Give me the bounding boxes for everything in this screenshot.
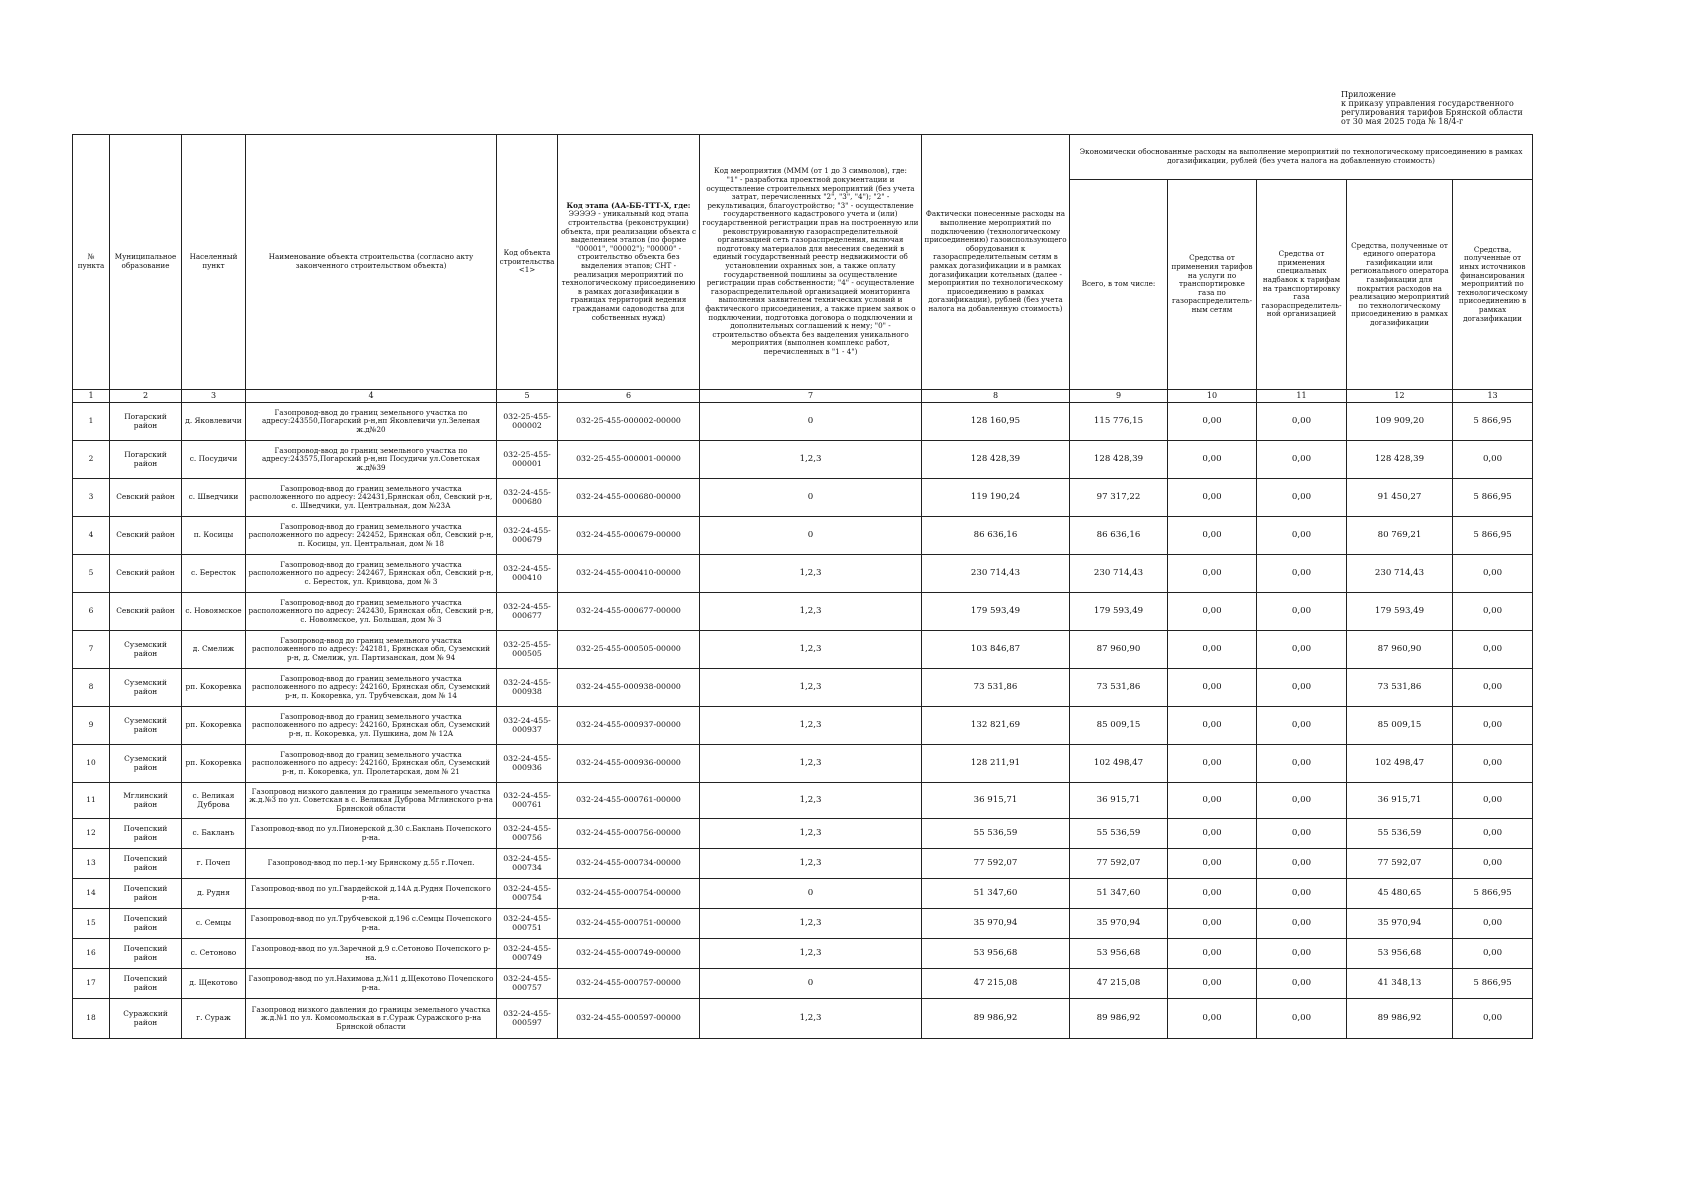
header-operator-funds: Средства, полученные от единого оператора газификации или регионального оператора газификации для покрытия расходов на реализацию мероприятий по технологическому присоединению в рамках догазификации	[1347, 180, 1453, 390]
cell-settlement: рп. Кокоревка	[182, 669, 246, 707]
cell-municipality: Суземский район	[110, 745, 182, 783]
cell-other-funds: 0,00	[1453, 631, 1533, 669]
cell-object-code: 032-24-455-000938	[497, 669, 558, 707]
cell-settlement: с. Новоямское	[182, 593, 246, 631]
cell-stage-code: 032-24-455-000756-00000	[558, 819, 700, 849]
cell-operator-funds: 53 956,68	[1347, 939, 1453, 969]
cell-total-costs: 97 317,22	[1070, 479, 1168, 517]
cell-object-name: Газопровод-ввод по ул.Пионерской д.30 с.Баклань Почепского р-на.	[246, 819, 497, 849]
col-number: 8	[922, 390, 1070, 403]
cell-measure-code: 1,2,3	[700, 819, 922, 849]
cell-tariff-funds: 0,00	[1168, 969, 1257, 999]
header-special-funds: Средства от применения специальных надбавок к тарифам на транспортировку газа газораспределитель-ной организацией	[1257, 180, 1347, 390]
cell-stage-code: 032-24-455-000680-00000	[558, 479, 700, 517]
header-other-funds: Средства, полученные от иных источников финансирования мероприятий по технологическому присоединению в рамках догазификации	[1453, 180, 1533, 390]
cell-municipality: Севский район	[110, 555, 182, 593]
cell-tariff-funds: 0,00	[1168, 849, 1257, 879]
cell-object-name: Газопровод-ввод по ул.Гвардейской д.14А д.Рудня Почепского р-на.	[246, 879, 497, 909]
col-number: 3	[182, 390, 246, 403]
cell-other-funds: 5 866,95	[1453, 479, 1533, 517]
cell-municipality: Почепский район	[110, 879, 182, 909]
cell-total-costs: 128 428,39	[1070, 441, 1168, 479]
cell-measure-code: 0	[700, 403, 922, 441]
cell-row-number: 12	[73, 819, 110, 849]
cell-settlement: п. Косицы	[182, 517, 246, 555]
cell-measure-code: 1,2,3	[700, 939, 922, 969]
cell-tariff-funds: 0,00	[1168, 745, 1257, 783]
col-number: 12	[1347, 390, 1453, 403]
cell-tariff-funds: 0,00	[1168, 555, 1257, 593]
cell-row-number: 7	[73, 631, 110, 669]
cell-measure-code: 1,2,3	[700, 745, 922, 783]
cell-row-number: 14	[73, 879, 110, 909]
cell-special-funds: 0,00	[1257, 631, 1347, 669]
cell-total-costs: 230 714,43	[1070, 555, 1168, 593]
cell-operator-funds: 128 428,39	[1347, 441, 1453, 479]
cell-operator-funds: 77 592,07	[1347, 849, 1453, 879]
cell-tariff-funds: 0,00	[1168, 819, 1257, 849]
cell-total-costs: 89 986,92	[1070, 999, 1168, 1039]
cell-special-funds: 0,00	[1257, 707, 1347, 745]
cell-stage-code: 032-24-455-000749-00000	[558, 939, 700, 969]
cell-row-number: 16	[73, 939, 110, 969]
cell-other-funds: 0,00	[1453, 669, 1533, 707]
cell-measure-code: 0	[700, 517, 922, 555]
cell-tariff-funds: 0,00	[1168, 707, 1257, 745]
cell-object-name: Газопровод-ввод по ул.Трубчевской д.196 с.Семцы Почепского р-на.	[246, 909, 497, 939]
cell-object-name: Газопровод-ввод до границ земельного участка расположенного по адресу: 242431,Брянская обл, Севский р-н, с. Шведчики, ул. Центральная, дом №23А	[246, 479, 497, 517]
cell-tariff-funds: 0,00	[1168, 479, 1257, 517]
cell-other-funds: 5 866,95	[1453, 879, 1533, 909]
cell-settlement: с. Посудичи	[182, 441, 246, 479]
cell-settlement: с. Бакланъ	[182, 819, 246, 849]
cell-stage-code: 032-24-455-000938-00000	[558, 669, 700, 707]
cell-operator-funds: 55 536,59	[1347, 819, 1453, 849]
cell-row-number: 18	[73, 999, 110, 1039]
cell-other-funds: 0,00	[1453, 441, 1533, 479]
cell-municipality: Суражский район	[110, 999, 182, 1039]
cell-special-funds: 0,00	[1257, 783, 1347, 819]
cell-total-costs: 86 636,16	[1070, 517, 1168, 555]
cell-object-code: 032-24-455-000597	[497, 999, 558, 1039]
cell-stage-code: 032-24-455-000751-00000	[558, 909, 700, 939]
header-object-code: Код объекта строительства <1>	[497, 135, 558, 390]
cell-settlement: с. Семцы	[182, 909, 246, 939]
cell-stage-code: 032-25-455-000505-00000	[558, 631, 700, 669]
cell-total-costs: 87 960,90	[1070, 631, 1168, 669]
cell-object-name: Газопровод-ввод до границ земельного участка расположенного по адресу: 242430, Брянская обл, Севский р-н, с. Новоямское, ул. Большая, дом № 3	[246, 593, 497, 631]
cell-object-code: 032-24-455-000677	[497, 593, 558, 631]
cell-stage-code: 032-24-455-000754-00000	[558, 879, 700, 909]
table-row	[73, 441, 1533, 479]
cell-measure-code: 1,2,3	[700, 999, 922, 1039]
cell-measure-code: 1,2,3	[700, 555, 922, 593]
cell-actual-costs: 119 190,24	[922, 479, 1070, 517]
cell-stage-code: 032-25-455-000002-00000	[558, 403, 700, 441]
col-number: 10	[1168, 390, 1257, 403]
cell-special-funds: 0,00	[1257, 819, 1347, 849]
cell-object-code: 032-24-455-000680	[497, 479, 558, 517]
cell-other-funds: 0,00	[1453, 999, 1533, 1039]
cell-tariff-funds: 0,00	[1168, 631, 1257, 669]
cell-settlement: г. Сураж	[182, 999, 246, 1039]
cell-measure-code: 1,2,3	[700, 909, 922, 939]
cell-other-funds: 5 866,95	[1453, 517, 1533, 555]
cell-operator-funds: 35 970,94	[1347, 909, 1453, 939]
table-row	[73, 879, 1533, 909]
cell-object-name: Газопровод низкого давления до границы земельного участка ж.д.№1 по ул. Комсомольская в г.Сураж Суражского р-на Брянской области	[246, 999, 497, 1039]
cell-row-number: 11	[73, 783, 110, 819]
cell-stage-code: 032-24-455-000677-00000	[558, 593, 700, 631]
cell-other-funds: 5 866,95	[1453, 969, 1533, 999]
cell-object-code: 032-24-455-000734	[497, 849, 558, 879]
annex-note-line: от 30 мая 2025 года № 18/4-г	[1341, 117, 1464, 126]
cell-object-name: Газопровод-ввод до границ земельного участка по адресу:243550,Погарский р-н,нп Яковлевичи ул.Зеленая ж.д№20	[246, 403, 497, 441]
cell-measure-code: 1,2,3	[700, 441, 922, 479]
cell-municipality: Суземский район	[110, 707, 182, 745]
cell-municipality: Севский район	[110, 479, 182, 517]
cell-tariff-funds: 0,00	[1168, 783, 1257, 819]
cell-row-number: 8	[73, 669, 110, 707]
header-stage-code-title: Код этапа (АА-ББ-ТТТ-Х, где:	[566, 200, 691, 210]
cell-operator-funds: 45 480,65	[1347, 879, 1453, 909]
cell-tariff-funds: 0,00	[1168, 999, 1257, 1039]
header-measure-code-title: Код мероприятия (МММ (от 1 до 3 символов), где:	[714, 166, 907, 176]
cell-row-number: 9	[73, 707, 110, 745]
cell-tariff-funds: 0,00	[1168, 879, 1257, 909]
cell-actual-costs: 89 986,92	[922, 999, 1070, 1039]
cell-object-name: Газопровод-ввод до границ земельного участка расположенного по адресу: 242160, Брянская обл, Суземский р-н, п. Кокоревка, ул. Трубчевская, дом № 14	[246, 669, 497, 707]
cell-stage-code: 032-24-455-000410-00000	[558, 555, 700, 593]
header-num: № пункта	[73, 135, 110, 390]
cell-other-funds: 0,00	[1453, 849, 1533, 879]
cell-settlement: д. Яковлевичи	[182, 403, 246, 441]
cell-stage-code: 032-24-455-000757-00000	[558, 969, 700, 999]
cell-actual-costs: 132 821,69	[922, 707, 1070, 745]
cell-settlement: д. Рудня	[182, 879, 246, 909]
cell-object-code: 032-24-455-000757	[497, 969, 558, 999]
cell-operator-funds: 73 531,86	[1347, 669, 1453, 707]
cell-operator-funds: 109 909,20	[1347, 403, 1453, 441]
cell-special-funds: 0,00	[1257, 441, 1347, 479]
cell-municipality: Погарский район	[110, 441, 182, 479]
cell-tariff-funds: 0,00	[1168, 441, 1257, 479]
cell-row-number: 1	[73, 403, 110, 441]
col-number: 2	[110, 390, 182, 403]
cell-settlement: с. Шведчики	[182, 479, 246, 517]
cell-object-code: 032-24-455-000756	[497, 819, 558, 849]
table-row	[73, 819, 1533, 849]
cell-special-funds: 0,00	[1257, 593, 1347, 631]
cell-special-funds: 0,00	[1257, 555, 1347, 593]
cell-object-name: Газопровод-ввод до границ земельного участка расположенного по адресу: 242467, Брянская обл, Севский р-н, с. Бересток, ул. Кривцова, дом № 3	[246, 555, 497, 593]
cell-settlement: д. Щекотово	[182, 969, 246, 999]
cell-special-funds: 0,00	[1257, 969, 1347, 999]
cell-tariff-funds: 0,00	[1168, 593, 1257, 631]
table-row	[73, 939, 1533, 969]
cell-stage-code: 032-24-455-000679-00000	[558, 517, 700, 555]
cell-municipality: Мглинский район	[110, 783, 182, 819]
cell-measure-code: 1,2,3	[700, 669, 922, 707]
cell-other-funds: 0,00	[1453, 707, 1533, 745]
cell-row-number: 10	[73, 745, 110, 783]
cell-object-name: Газопровод-ввод по пер.1-му Брянскому д.55 г.Почеп.	[246, 849, 497, 879]
cell-operator-funds: 36 915,71	[1347, 783, 1453, 819]
cell-operator-funds: 85 009,15	[1347, 707, 1453, 745]
col-number: 5	[497, 390, 558, 403]
col-number: 1	[73, 390, 110, 403]
annex-note	[1341, 90, 1641, 126]
cell-total-costs: 55 536,59	[1070, 819, 1168, 849]
header-measure-code	[700, 135, 922, 390]
cell-measure-code: 1,2,3	[700, 707, 922, 745]
cell-actual-costs: 35 970,94	[922, 909, 1070, 939]
cell-operator-funds: 91 450,27	[1347, 479, 1453, 517]
cell-other-funds: 0,00	[1453, 909, 1533, 939]
table-row	[73, 479, 1533, 517]
cell-operator-funds: 80 769,21	[1347, 517, 1453, 555]
cell-other-funds: 0,00	[1453, 783, 1533, 819]
cell-total-costs: 85 009,15	[1070, 707, 1168, 745]
cell-actual-costs: 73 531,86	[922, 669, 1070, 707]
table-row	[73, 593, 1533, 631]
cell-actual-costs: 230 714,43	[922, 555, 1070, 593]
cell-municipality: Почепский район	[110, 819, 182, 849]
header-actual-costs: Фактически понесенные расходы на выполнение мероприятий по подключению (технологическому присоединению) газоиспользующего оборудования к газораспределительным сетям в рамках догазификации и в рамках догазификации котельных (далее - мероприятия по технологическому присоединению в рамках догазификации), рублей (без учета налога на добавленную стоимость)	[922, 135, 1070, 390]
cell-object-name: Газопровод-ввод до границ земельного участка расположенного по адресу: 242452, Брянская обл, Севский р-н, п. Косицы, ул. Центральная, дом № 18	[246, 517, 497, 555]
cell-settlement: г. Почеп	[182, 849, 246, 879]
cell-actual-costs: 103 846,87	[922, 631, 1070, 669]
cell-measure-code: 1,2,3	[700, 631, 922, 669]
cell-other-funds: 0,00	[1453, 745, 1533, 783]
cell-operator-funds: 230 714,43	[1347, 555, 1453, 593]
cell-operator-funds: 179 593,49	[1347, 593, 1453, 631]
cell-total-costs: 115 776,15	[1070, 403, 1168, 441]
cell-actual-costs: 86 636,16	[922, 517, 1070, 555]
cell-total-costs: 179 593,49	[1070, 593, 1168, 631]
table-row	[73, 631, 1533, 669]
table-row	[73, 669, 1533, 707]
cell-total-costs: 51 347,60	[1070, 879, 1168, 909]
cell-special-funds: 0,00	[1257, 879, 1347, 909]
cell-total-costs: 47 215,08	[1070, 969, 1168, 999]
cell-object-code: 032-24-455-000761	[497, 783, 558, 819]
cell-actual-costs: 77 592,07	[922, 849, 1070, 879]
cell-object-code: 032-24-455-000749	[497, 939, 558, 969]
cell-special-funds: 0,00	[1257, 939, 1347, 969]
cell-special-funds: 0,00	[1257, 745, 1347, 783]
cell-stage-code: 032-24-455-000937-00000	[558, 707, 700, 745]
table-row	[73, 909, 1533, 939]
cell-total-costs: 73 531,86	[1070, 669, 1168, 707]
cell-object-code: 032-24-455-000751	[497, 909, 558, 939]
table-body	[73, 403, 1533, 1039]
cell-measure-code: 1,2,3	[700, 593, 922, 631]
cell-municipality: Почепский район	[110, 969, 182, 999]
cell-row-number: 3	[73, 479, 110, 517]
cell-special-funds: 0,00	[1257, 517, 1347, 555]
header-stage-code-body: ЭЭЭЭЭ - уникальный код этапа строительства (реконструкции) объекта, при реализации объекта с выделением этапов (по форме "00001", "00002"); "00000" - строительство объекта без выделения этапов; СНТ - реализация мероприятий по технологическому присоединению в рамках догазификации в границах территорий ведения гражданами садоводства для собственных нужд)	[560, 209, 696, 322]
cell-row-number: 2	[73, 441, 110, 479]
cell-tariff-funds: 0,00	[1168, 669, 1257, 707]
header-tariff-funds: Средства от применения тарифов на услуги по транспортировке газа по газораспределитель-ным сетям	[1168, 180, 1257, 390]
cell-settlement: рп. Кокоревка	[182, 707, 246, 745]
table-row	[73, 849, 1533, 879]
cell-settlement: рп. Кокоревка	[182, 745, 246, 783]
header-econ-costs: Экономически обоснованные расходы на выполнение мероприятий по технологическому присоединению в рамках догазификации, рублей (без учета налога на добавленную стоимость)	[1070, 135, 1533, 180]
cell-special-funds: 0,00	[1257, 849, 1347, 879]
header-municipality: Муниципальное образование	[110, 135, 182, 390]
cell-settlement: с. Великая Дуброва	[182, 783, 246, 819]
cell-actual-costs: 128 211,91	[922, 745, 1070, 783]
cell-tariff-funds: 0,00	[1168, 517, 1257, 555]
table-row	[73, 403, 1533, 441]
annex-note-line: регулирования тарифов Брянской области	[1341, 108, 1523, 117]
header-object-name: Наименование объекта строительства (согласно акту законченного строительством объекта)	[246, 135, 497, 390]
header-total: Всего, в том числе:	[1070, 180, 1168, 390]
cell-other-funds: 0,00	[1453, 593, 1533, 631]
col-number: 11	[1257, 390, 1347, 403]
cell-row-number: 13	[73, 849, 110, 879]
cell-object-name: Газопровод-ввод до границ земельного участка расположенного по адресу: 242160, Брянская обл, Суземский р-н, п. Кокоревка, ул. Пролетарская, дом № 21	[246, 745, 497, 783]
cell-operator-funds: 87 960,90	[1347, 631, 1453, 669]
cell-stage-code: 032-24-455-000761-00000	[558, 783, 700, 819]
cell-stage-code: 032-24-455-000734-00000	[558, 849, 700, 879]
cell-special-funds: 0,00	[1257, 909, 1347, 939]
cell-stage-code: 032-24-455-000936-00000	[558, 745, 700, 783]
cell-object-name: Газопровод-ввод до границ земельного участка по адресу:243575,Погарский р-н,нп Посудичи ул.Советская ж.д№39	[246, 441, 497, 479]
col-number: 13	[1453, 390, 1533, 403]
table-row	[73, 783, 1533, 819]
cell-total-costs: 35 970,94	[1070, 909, 1168, 939]
cell-total-costs: 77 592,07	[1070, 849, 1168, 879]
cell-municipality: Суземский район	[110, 669, 182, 707]
cell-actual-costs: 128 160,95	[922, 403, 1070, 441]
cell-total-costs: 36 915,71	[1070, 783, 1168, 819]
cell-municipality: Почепский район	[110, 939, 182, 969]
cell-object-name: Газопровод-ввод по ул.Заречной д.9 с.Сетоново Почепского р-на.	[246, 939, 497, 969]
header-stage-code	[558, 135, 700, 390]
cell-settlement: д. Смелиж	[182, 631, 246, 669]
cell-measure-code: 0	[700, 879, 922, 909]
table-row	[73, 517, 1533, 555]
cell-other-funds: 0,00	[1453, 939, 1533, 969]
col-number: 4	[246, 390, 497, 403]
cell-municipality: Почепский район	[110, 849, 182, 879]
cell-total-costs: 53 956,68	[1070, 939, 1168, 969]
cell-stage-code: 032-25-455-000001-00000	[558, 441, 700, 479]
cell-municipality: Суземский район	[110, 631, 182, 669]
cell-row-number: 15	[73, 909, 110, 939]
cell-other-funds: 5 866,95	[1453, 403, 1533, 441]
cell-other-funds: 0,00	[1453, 819, 1533, 849]
cell-settlement: с. Сетоново	[182, 939, 246, 969]
cell-object-code: 032-24-455-000936	[497, 745, 558, 783]
cell-special-funds: 0,00	[1257, 999, 1347, 1039]
cell-special-funds: 0,00	[1257, 669, 1347, 707]
cell-row-number: 6	[73, 593, 110, 631]
cell-object-code: 032-24-455-000754	[497, 879, 558, 909]
cell-other-funds: 0,00	[1453, 555, 1533, 593]
cell-object-name: Газопровод низкого давления до границы земельного участка ж.д.№3 по ул. Советская в с. Великая Дуброва Мглинского р-на Брянской области	[246, 783, 497, 819]
table-row	[73, 999, 1533, 1039]
cell-object-code: 032-24-455-000679	[497, 517, 558, 555]
col-number: 7	[700, 390, 922, 403]
col-number: 9	[1070, 390, 1168, 403]
cell-operator-funds: 41 348,13	[1347, 969, 1453, 999]
col-number: 6	[558, 390, 700, 403]
cell-total-costs: 102 498,47	[1070, 745, 1168, 783]
cell-municipality: Почепский район	[110, 909, 182, 939]
cell-municipality: Погарский район	[110, 403, 182, 441]
cell-tariff-funds: 0,00	[1168, 403, 1257, 441]
cell-operator-funds: 89 986,92	[1347, 999, 1453, 1039]
cell-measure-code: 1,2,3	[700, 783, 922, 819]
cell-row-number: 5	[73, 555, 110, 593]
cell-municipality: Севский район	[110, 593, 182, 631]
cell-actual-costs: 179 593,49	[922, 593, 1070, 631]
cell-row-number: 17	[73, 969, 110, 999]
cell-actual-costs: 36 915,71	[922, 783, 1070, 819]
annex-note-line: Приложение	[1341, 90, 1396, 99]
cell-object-code: 032-25-455-000001	[497, 441, 558, 479]
cell-special-funds: 0,00	[1257, 479, 1347, 517]
cell-object-code: 032-24-455-000937	[497, 707, 558, 745]
cell-actual-costs: 51 347,60	[922, 879, 1070, 909]
cell-operator-funds: 102 498,47	[1347, 745, 1453, 783]
cell-actual-costs: 53 956,68	[922, 939, 1070, 969]
cell-tariff-funds: 0,00	[1168, 939, 1257, 969]
cell-actual-costs: 128 428,39	[922, 441, 1070, 479]
cell-settlement: с. Бересток	[182, 555, 246, 593]
cell-measure-code: 0	[700, 969, 922, 999]
table-row	[73, 707, 1533, 745]
cell-measure-code: 1,2,3	[700, 849, 922, 879]
cell-object-code: 032-24-455-000410	[497, 555, 558, 593]
cell-object-name: Газопровод-ввод по ул.Нахимова д.№11 д.Щекотово Почепского р-на.	[246, 969, 497, 999]
table-row	[73, 555, 1533, 593]
column-number-row	[73, 390, 1533, 403]
annex-note-line: к приказу управления государственного	[1341, 99, 1514, 108]
cell-row-number: 4	[73, 517, 110, 555]
cell-object-code: 032-25-455-000505	[497, 631, 558, 669]
cell-object-code: 032-25-455-000002	[497, 403, 558, 441]
cell-stage-code: 032-24-455-000597-00000	[558, 999, 700, 1039]
cell-object-name: Газопровод-ввод до границ земельного участка расположенного по адресу: 242181, Брянская обл, Суземский р-н, д. Смелиж, ул. Партизанская, дом № 94	[246, 631, 497, 669]
cell-tariff-funds: 0,00	[1168, 909, 1257, 939]
cell-municipality: Севский район	[110, 517, 182, 555]
cell-object-name: Газопровод-ввод до границ земельного участка расположенного по адресу: 242160, Брянская обл, Суземский р-н, п. Кокоревка, ул. Пушкина, дом № 12А	[246, 707, 497, 745]
header-measure-code-body: "1" - разработка проектной документации и осуществление строительных мероприятий (без учета затрат, перечисленных "2", "3", "4"); "2" - рекультивация, благоустройство; "3" - осуществление государственного кадастрового учета и (или) государственной регистрации прав на построенную или реконструированную газораспределительной организацией сеть газораспределения, включая подготовку материалов для внесения сведений в единый государственный реестр недвижимости об установлении охранных зон, а также оплату государственной пошлины за осуществление регистрации прав собственности; "4" - осуществление газораспределительной организацией мониторинга выполнения заявителем технических условий и фактического присоединения, а также прием заявок о подключении, подготовка договора о подключении и дополнительных соглашений к нему; "0" - строительство объекта без выделения уникального мероприятия (выполнен комплекс работ, перечисленных в "1 - 4")	[702, 175, 919, 356]
expenses-table	[72, 134, 1533, 1039]
cell-measure-code: 0	[700, 479, 922, 517]
cell-special-funds: 0,00	[1257, 403, 1347, 441]
cell-actual-costs: 47 215,08	[922, 969, 1070, 999]
header-settlement: Населенный пункт	[182, 135, 246, 390]
cell-actual-costs: 55 536,59	[922, 819, 1070, 849]
table-row	[73, 745, 1533, 783]
table-row	[73, 969, 1533, 999]
